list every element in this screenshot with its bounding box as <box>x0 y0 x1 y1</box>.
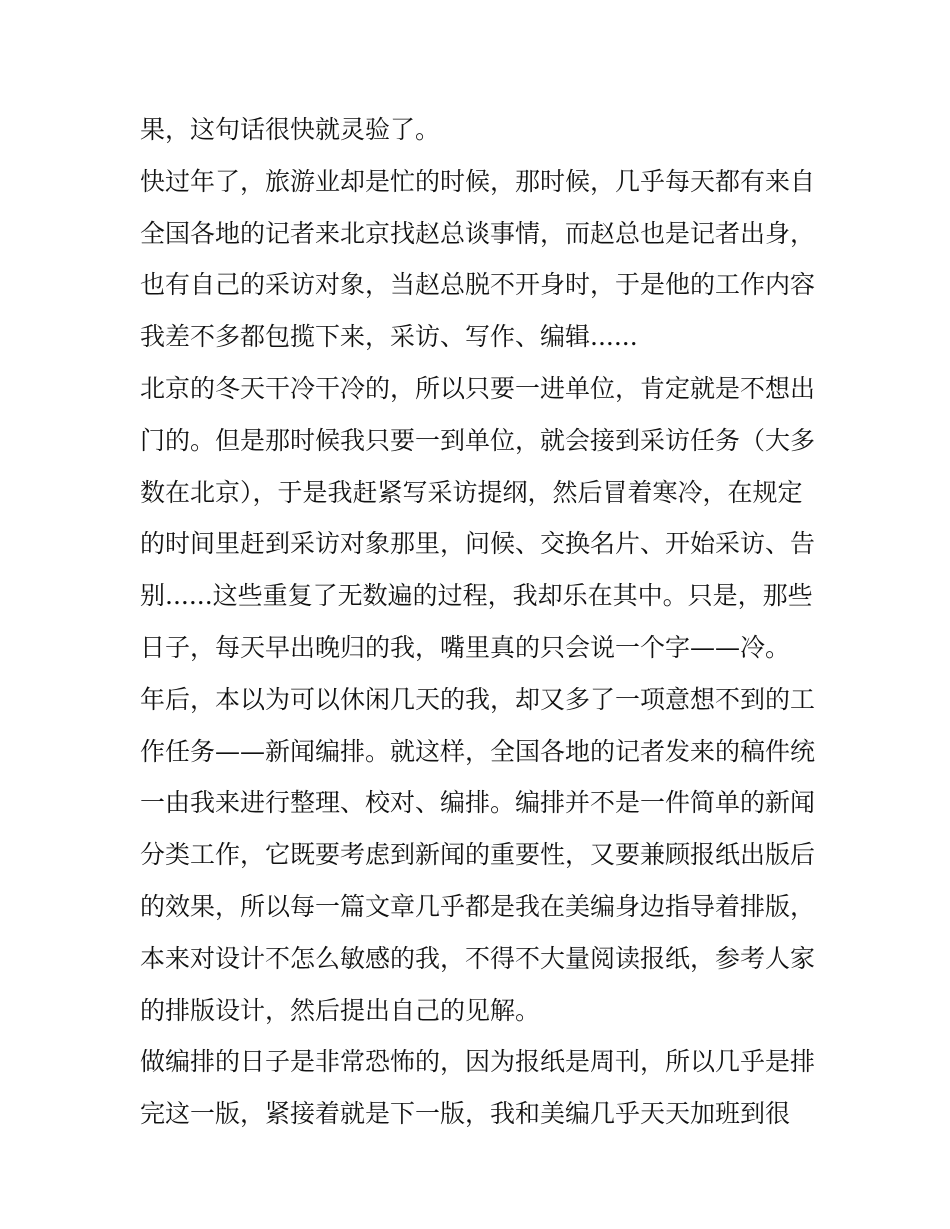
text-line: 果，这句话很快就灵验了。 <box>140 115 441 144</box>
text-line: 日子，每天早出晚归的我，嘴里真的只会说一个字——冷。 <box>140 632 791 662</box>
text-line: 全国各地的记者来北京找赵总谈事情，而赵总也是记者出身， <box>140 218 816 248</box>
text-line: 别......这些重复了无数遍的过程，我却乐在其中。只是，那些 <box>140 581 813 611</box>
text-line: 作任务——新闻编排。就这样，全国各地的记者发来的稿件统 <box>140 736 816 766</box>
text-line: 快过年了，旅游业却是忙的时候，那时候，几乎每天都有来自 <box>140 166 816 196</box>
text-line: 门的。但是那时候我只要一到单位，就会接到采访任务（大多 <box>140 425 816 455</box>
text-line: 做编排的日子是非常恐怖的，因为报纸是周刊，所以几乎是排 <box>140 1047 816 1077</box>
text-line: 的排版设计，然后提出自己的见解。 <box>140 995 541 1025</box>
text-line: 本来对设计不怎么敏感的我，不得不大量阅读报纸，参考人家 <box>140 943 816 973</box>
text-line: 完这一版，紧接着就是下一版，我和美编几乎天天加班到很 <box>140 1099 791 1129</box>
text-line: 年后，本以为可以休闲几天的我，却又多了一项意想不到的工 <box>140 684 816 714</box>
text-line: 分类工作，它既要考虑到新闻的重要性，又要兼顾报纸出版后 <box>140 840 816 870</box>
body-text <box>140 104 820 1140</box>
text-line: 的效果，所以每一篇文章几乎都是我在美编身边指导着排版， <box>140 891 816 921</box>
text-line: 北京的冬天干冷干冷的，所以只要一进单位，肯定就是不想出 <box>140 373 816 403</box>
text-line: 也有自己的采访对象，当赵总脱不开身时，于是他的工作内容 <box>140 270 816 300</box>
text-line: 我差不多都包揽下来，采访、写作、编辑...... <box>140 322 638 352</box>
text-line: 数在北京），于是我赶紧写采访提纲，然后冒着寒冷，在规定 <box>140 477 803 507</box>
text-line: 的时间里赶到采访对象那里，问候、交换名片、开始采访、告 <box>140 529 816 559</box>
text-line: 一由我来进行整理、校对、编排。编排并不是一件简单的新闻 <box>140 788 816 818</box>
